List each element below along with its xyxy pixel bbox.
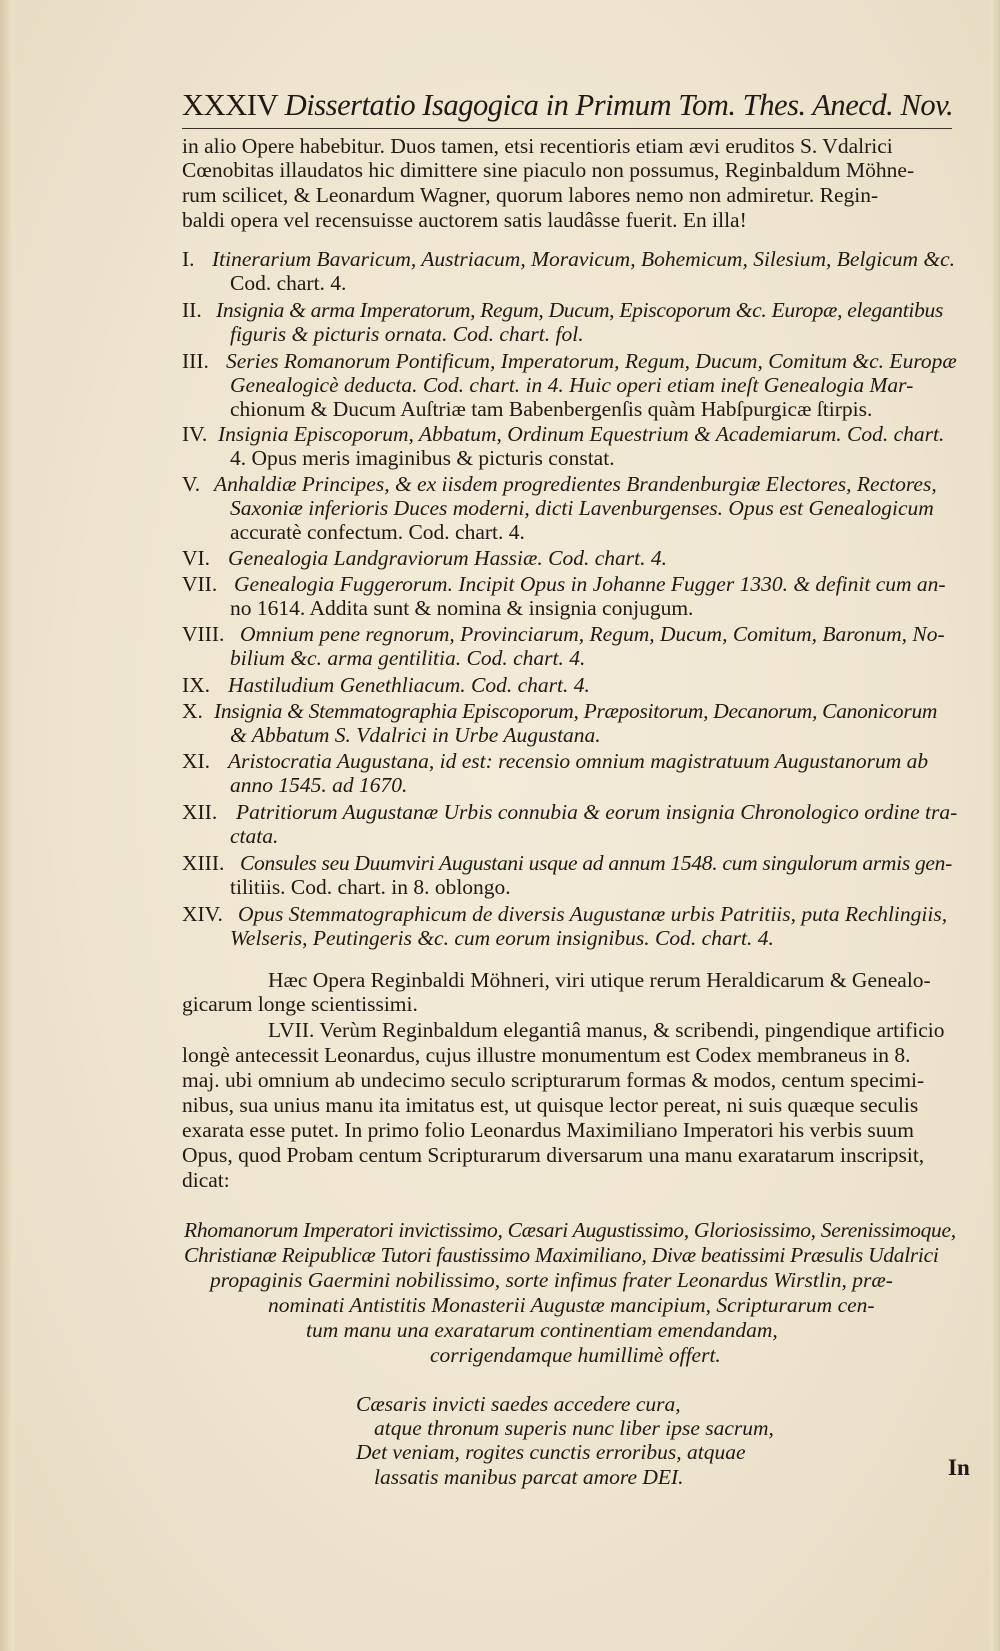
work-number: XIV. xyxy=(182,902,223,926)
dedication-line: tum manu una exaratarum continentiam emendandam, xyxy=(306,1318,778,1342)
work-line: figuris & picturis ornata. Cod. chart. fol. xyxy=(230,322,584,346)
page-folio: XXXIV xyxy=(182,88,278,122)
catchword: In xyxy=(948,1455,970,1480)
work-number: XIII. xyxy=(182,851,225,875)
work-line: Genealogia Landgraviorum Hassiæ. Cod. chart. 4. xyxy=(228,546,667,570)
work-line: ctata. xyxy=(230,824,279,848)
work-line: Aristocratia Augustana, id est: recensio omnium magistratuum Augustanorum ab xyxy=(228,749,929,773)
work-line: Itinerarium Bavaricum, Austriacum, Moravicum, Bohemicum, Silesium, Belgicum &c. xyxy=(212,247,956,271)
running-title: Dissertatio Isagogica in Primum Tom. Thes. Anecd. Nov. xyxy=(284,88,954,122)
dedication-line: nominati Antistitis Monasterii Augustæ mancipium, Scripturarum cen- xyxy=(268,1293,875,1317)
dedication-line: Rhomanorum Imperatori invictissimo, Cæsari Augustissimo, Gloriosissimo, Serenissimoque, xyxy=(184,1218,956,1242)
body-line: longè antecessit Leonardus, cujus illustre monumentum est Codex membraneus in 8. xyxy=(182,1043,911,1067)
work-line: accuratè confectum. Cod. chart. 4. xyxy=(230,520,525,544)
body-line: nibus, sua unius manu ita imitatus est, ut quisque lector pereat, ni suis quæque seculis xyxy=(182,1093,919,1117)
work-number: V. xyxy=(182,472,201,496)
work-number: XII. xyxy=(182,800,218,824)
work-line: Consules seu Duumviri Augustani usque ad annum 1548. cum singulorum armis gen- xyxy=(240,851,952,875)
work-line: Genealogia Fuggerorum. Incipit Opus in Johanne Fugger 1330. & definit cum an- xyxy=(234,572,946,596)
work-line: Saxoniæ inferioris Duces moderni, dicti Lavenburgenses. Opus est Genealogicum xyxy=(230,496,934,520)
running-head xyxy=(182,85,962,125)
body-line: LVII. Verùm Reginbaldum elegantiâ manus, & scribendi, pingendique artificio xyxy=(268,1018,945,1042)
page-edge-shadow xyxy=(990,0,1000,1651)
work-line: bilium &c. arma gentilitia. Cod. chart. 4. xyxy=(230,646,586,670)
work-line: Series Romanorum Pontificum, Imperatorum, Regum, Ducum, Comitum &c. Europæ xyxy=(226,349,957,373)
work-number: III. xyxy=(182,349,209,373)
body-line: dicat: xyxy=(182,1168,230,1192)
work-line: no 1614. Addita sunt & nomina & insignia conjugum. xyxy=(230,596,694,620)
work-line: Insignia & Stemmatographia Episcoporum, Præpositorum, Decanorum, Canonicorum xyxy=(214,699,938,723)
work-number: II. xyxy=(182,298,202,322)
intro-line: in alio Opere habebitur. Duos tamen, etsi recentioris etiam ævi eruditos S. Vdalrici xyxy=(182,134,893,158)
work-line: 4. Opus meris imaginibus & picturis constat. xyxy=(230,446,615,470)
work-line: Hastiludium Genethliacum. Cod. chart. 4. xyxy=(228,673,590,697)
work-line: Omnium pene regnorum, Provinciarum, Regum, Ducum, Comitum, Baronum, No- xyxy=(240,622,945,646)
work-line: Opus Stemmatographicum de diversis Augustanæ urbis Patritiis, puta Rechlingiis, xyxy=(238,902,948,926)
body-line: Opus, quod Probam centum Scripturarum diversarum una manu exaratarum inscripsit, xyxy=(182,1143,925,1167)
dedication-line: Christianæ Reipublicæ Tutori faustissimo Maximiliano, Divæ beatissimi Præsulis Udalrici xyxy=(184,1243,939,1267)
verse-line: Det veniam, rogites cunctis erroribus, atquae xyxy=(356,1440,746,1464)
verse-line: lassatis manibus parcat amore DEI. xyxy=(374,1465,684,1489)
work-number: IV. xyxy=(182,422,208,446)
work-line: Welseris, Peutingeris &c. cum eorum insignibus. Cod. chart. 4. xyxy=(230,926,774,950)
work-line: Insignia & arma Imperatorum, Regum, Ducum, Episcoporum &c. Europæ, elegantibus xyxy=(216,298,944,322)
page-gutter-shadow xyxy=(0,0,14,1651)
intro-line: rum scilicet, & Leonardum Wagner, quorum labores nemo non admiretur. Regin- xyxy=(182,183,879,207)
work-number: XI. xyxy=(182,749,211,773)
verse-line: Cæsaris invicti saedes accedere cura, xyxy=(356,1392,681,1416)
work-number: VI. xyxy=(182,546,211,570)
dedication-line: propaginis Gaermini nobilissimo, sorte infimus frater Leonardus Wirstlin, præ- xyxy=(210,1268,893,1292)
work-line: tilitiis. Cod. chart. in 8. oblongo. xyxy=(230,875,511,899)
work-line: Cod. chart. 4. xyxy=(230,271,347,295)
body-line: maj. ubi omnium ab undecimo seculo scripturarum formas & modos, centum specimi- xyxy=(182,1068,925,1092)
work-line: Genealogicè deducta. Cod. chart. in 4. Huic operi etiam ineſt Genealogia Mar- xyxy=(230,373,914,397)
header-rule xyxy=(182,128,952,129)
work-number: I. xyxy=(182,247,195,271)
work-number: X. xyxy=(182,699,203,723)
work-number: IX. xyxy=(182,673,211,697)
dedication-line: corrigendamque humillimè offert. xyxy=(430,1343,721,1367)
work-number: VIII. xyxy=(182,622,225,646)
verse-line: atque thronum superis nunc liber ipse sacrum, xyxy=(374,1416,774,1440)
work-line: Insignia Episcoporum, Abbatum, Ordinum Equestrium & Academiarum. Cod. chart. xyxy=(218,422,945,446)
intro-line: baldi opera vel recensuisse auctorem satis laudâsse fuerit. En illa! xyxy=(182,208,747,232)
work-line: anno 1545. ad 1670. xyxy=(230,773,408,797)
work-number: VII. xyxy=(182,572,218,596)
work-line: chionum & Ducum Auſtriæ tam Babenbergenſis quàm Habſpurgicæ ſtirpis. xyxy=(230,397,873,421)
body-line: exarata esse putet. In primo folio Leonardus Maximiliano Imperatori his verbis suum xyxy=(182,1118,915,1142)
work-line: & Abbatum S. Vdalrici in Urbe Augustana. xyxy=(230,723,601,747)
body-line: Hæc Opera Reginbaldi Möhneri, viri utique rerum Heraldicarum & Genealo- xyxy=(268,968,931,992)
work-line: Patritiorum Augustanæ Urbis connubia & eorum insignia Chronologico ordine tra- xyxy=(236,800,958,824)
body-line: gicarum longe scientissimi. xyxy=(182,992,418,1016)
intro-line: Cœnobitas illaudatos hic dimittere sine piaculo non possumus, Reginbaldum Möhne- xyxy=(182,158,915,182)
work-line: Anhaldiæ Principes, & ex iisdem progredientes Brandenburgiæ Electores, Rectores, xyxy=(214,472,937,496)
